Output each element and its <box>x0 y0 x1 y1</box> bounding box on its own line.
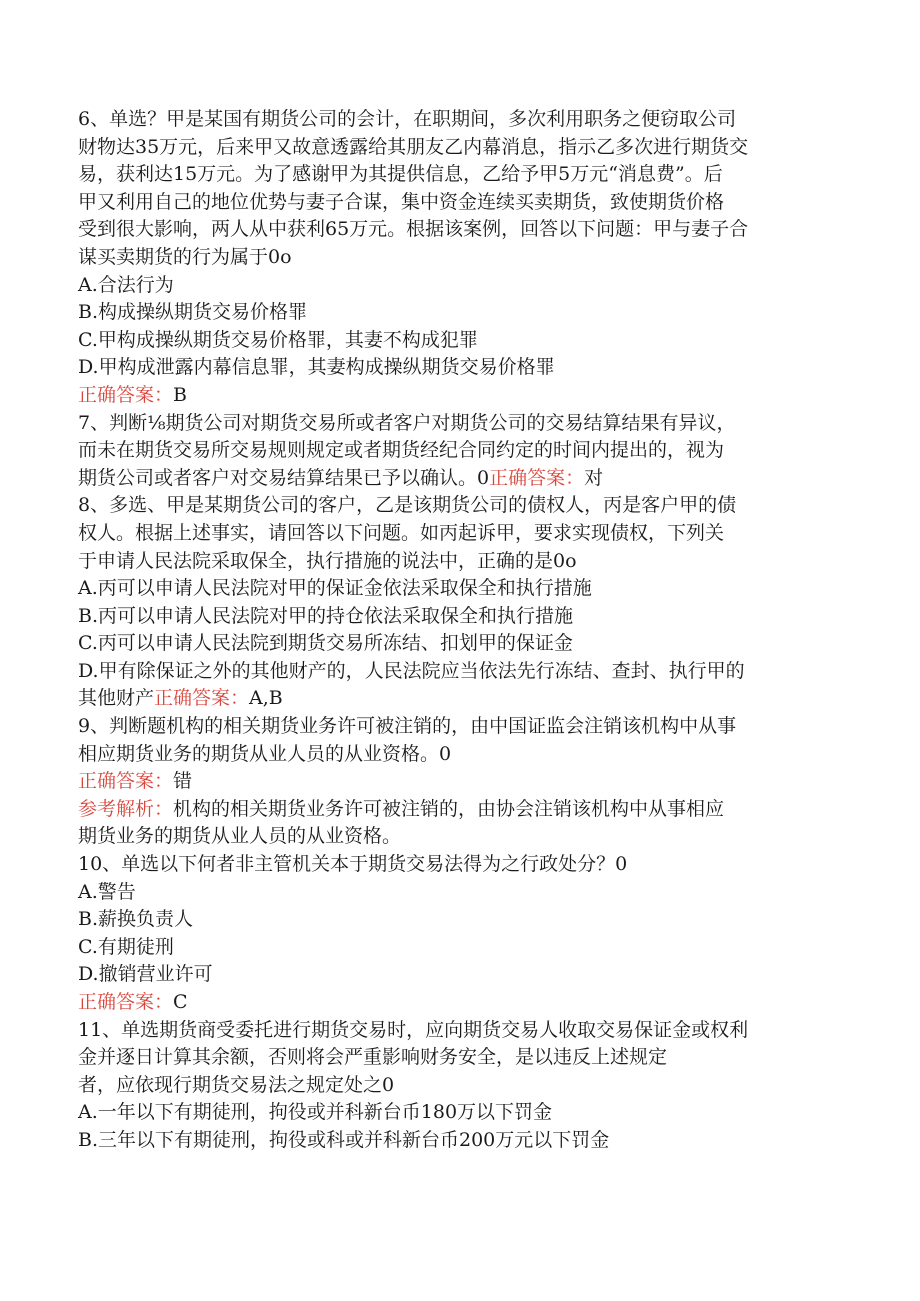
question-text-line: 甲又利用自己的地位优势与妻子合谋，集中资金连续买卖期货，致使期货价格 <box>78 190 725 213</box>
option-c: C.丙可以申请人民法院到期货交易所冻结、扣划甲的保证金 <box>78 632 573 655</box>
answer-line <box>78 768 838 796</box>
option-b: B.构成操纵期货交易价格罪 <box>78 301 308 324</box>
option-a: A.警告 <box>78 880 136 903</box>
question-text-line: 11、单选期货商受委托进行期货交易时，应向期货交易人收取交易保证金或权利 <box>78 1018 749 1041</box>
question-7 <box>78 410 838 493</box>
question-text-line: 7、判断⅛期货公司对期货交易所或者客户对期货公司的交易结算结果有异议， <box>78 411 736 434</box>
option-b: B.薪换负责人 <box>78 908 194 931</box>
option-b: B.三年以下有期徒刑，拘役或科或并科新台币200万元以下罚金 <box>78 1128 610 1151</box>
question-text-line: 谋买卖期货的行为属于0o <box>78 245 292 268</box>
question-11 <box>78 1017 838 1155</box>
option-d: D.甲有除保证之外的其他财产的，人民法院应当依法先行冻结、查封、执行甲的 <box>78 659 745 682</box>
question-6 <box>78 106 838 410</box>
answer-label: 正确答案： <box>154 687 250 710</box>
question-text-line: 8、多选、甲是某期货公司的客户，乙是该期货公司的债权人，丙是客户甲的债 <box>78 494 737 517</box>
answer-value: 错 <box>173 770 193 793</box>
answer-label: 正确答案： <box>78 770 174 793</box>
question-text-line: 受到很大影响，两人从中获利65万元。根据该案例，回答以下问题：甲与妻子合 <box>78 218 749 241</box>
option-c: C.有期徒刑 <box>78 935 174 958</box>
analysis-line: 期货业务的期货从业人员的从业资格。 <box>78 825 402 848</box>
question-8 <box>78 492 838 713</box>
question-10 <box>78 851 838 1017</box>
analysis-label: 参考解析： <box>78 797 174 820</box>
question-text-line: 相应期货业务的期货从业人员的从业资格。0 <box>78 742 452 765</box>
question-text-line: 财物达35万元，后来甲又故意透露给其朋友乙内幕消息，指示乙多次进行期货交 <box>78 135 749 158</box>
question-text-line: 10、单选以下何者非主管机关本于期货交易法得为之行政处分？0 <box>78 853 628 876</box>
answer-label: 正确答案： <box>78 383 174 406</box>
question-text-line: 于申请人民法院采取保全，执行措施的说法中，正确的是0o <box>78 549 577 572</box>
option-d-tail: 其他财产 <box>78 687 155 710</box>
question-text-line: 而未在期货交易所交易规则规定或者期货经纪合同约定的时间内提出的，视为 <box>78 439 725 462</box>
question-text-line: 6、单选？甲是某国有期货公司的会计，在职期间，多次利用职务之便窃取公司 <box>78 108 737 130</box>
analysis-line <box>78 796 838 824</box>
question-text-tail: 期货公司或者客户对交易结算结果已予以确认。0 <box>78 466 490 489</box>
question-text-line: 者，应依现行期货交易法之规定处之0 <box>78 1073 395 1096</box>
answer-line <box>78 382 838 410</box>
answer-label: 正确答案： <box>489 466 585 489</box>
answer-value: B <box>173 383 187 406</box>
option-d-continued <box>78 685 838 713</box>
question-text-line: 9、判断题机构的相关期货业务许可被注销的，由中国证监会注销该机构中从事 <box>78 715 737 738</box>
answer-value: C <box>173 991 188 1013</box>
answer-value: A,B <box>249 687 283 710</box>
option-b: B.丙可以申请人民法院对甲的持仓依法采取保全和执行措施 <box>78 604 574 627</box>
option-d: D.撤销营业许可 <box>78 963 213 986</box>
answer-label: 正确答案： <box>78 991 174 1013</box>
question-9 <box>78 713 838 851</box>
question-text-line: 金并逐日计算其余额，否则将会严重影响财务安全，是以违反上述规定 <box>78 1046 668 1069</box>
option-c: C.甲构成操纵期货交易价格罪，其妻不构成犯罪 <box>78 328 478 351</box>
option-a: A.合法行为 <box>78 273 174 296</box>
answer-line <box>78 989 838 1017</box>
option-d: D.甲构成泄露内幕信息罪，其妻构成操纵期货交易价格罪 <box>78 356 555 379</box>
option-a: A.一年以下有期徒刑，拘役或并科新台币180万以下罚金 <box>78 1101 553 1124</box>
document-page <box>78 106 838 1155</box>
analysis-text: 机构的相关期货业务许可被注销的，由协会注销该机构中从事相应 <box>173 797 725 820</box>
question-text-line <box>78 465 838 493</box>
option-a: A.丙可以申请人民法院对甲的保证金依法采取保全和执行措施 <box>78 577 592 600</box>
answer-value: 对 <box>584 466 604 489</box>
question-text-line: 权人。根据上述事实，请回答以下问题。如丙起诉甲，要求实现债权，下列关 <box>78 521 725 544</box>
question-text-line: 易，获利达15万元。为了感谢甲为其提供信息，乙给予甲5万元“消息费”。后 <box>78 163 723 186</box>
